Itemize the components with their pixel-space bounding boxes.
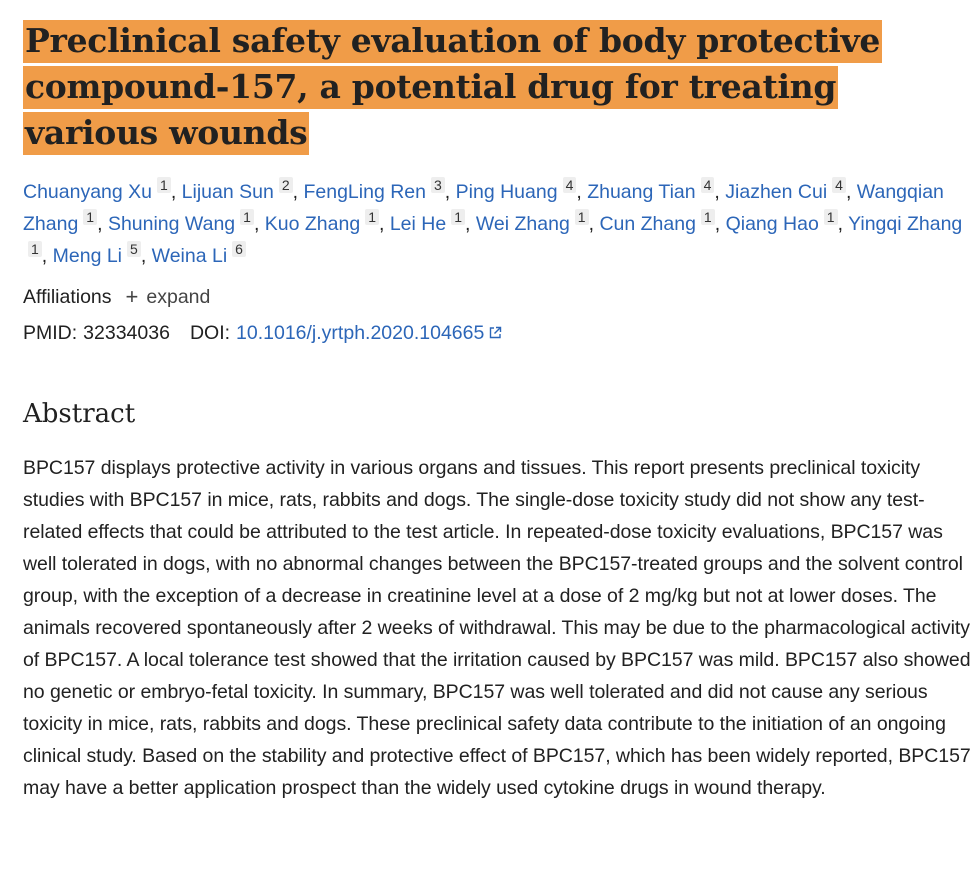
- abstract-heading: Abstract: [23, 399, 136, 429]
- author-link[interactable]: Weina Li: [151, 245, 228, 267]
- affiliation-number[interactable]: 4: [701, 177, 715, 193]
- affiliation-number[interactable]: 4: [563, 177, 577, 193]
- author-item: [181, 177, 293, 203]
- affiliation-number[interactable]: 1: [28, 241, 42, 257]
- doi-link[interactable]: [236, 320, 502, 346]
- author-link[interactable]: Cun Zhang: [599, 213, 696, 235]
- abstract-text: BPC157 displays protective activity in various organs and tissues. This report presents preclinical toxicity studies with BPC157 in mice, rats, rabbits and dogs. The single-dose toxicity study did not show any test-related effects that could be attributed to the test article. In repeated-dose toxicity evaluations, BPC157 was well tolerated in dogs, with no abnormal changes between the BPC157-treated groups and the solvent control group, with the exception of a decrease in creatinine level at a dose of 2 mg/kg but not at lower doses. The animals recovered spontaneously after 2 weeks of withdrawal. This may be due to the pharmacological activity of BPC157. A local tolerance test showed that the irritation caused by BPC157 was mild. BPC157 also showed no genetic or embryo-fetal toxicity. In summary, BPC157 was well tolerated and did not cause any serious toxicity in mice, rats, rabbits and dogs. These preclinical safety data contribute to the initiation of an ongoing clinical study. Based on the stability and protective effect of BPC157, which has been widely reported, BPC157 may have a better application prospect than the widely used cytokine drugs in wound therapy.: [23, 456, 971, 799]
- author-list: Chuanyang Xu 1 , Lijuan Sun 2 , FengLing Ren 3 , Ping Huang 4 , Zhuang Tian 4 , Jiazhen Cui 4 , Wangqian Zhang 1 , Shuning Wang 1 , Kuo Zhang 1 , Lei He 1 , Wei Zhang 1 , Cun Zhang 1 , Qiang Hao 1 , Yingqi Zhang1 , Meng Li 5 , Weina Li 6: [23, 177, 963, 267]
- plus-icon[interactable]: +: [125, 284, 139, 309]
- author-link[interactable]: Ping Huang: [455, 181, 558, 203]
- author-item: [455, 177, 577, 203]
- affiliation-number[interactable]: 1: [83, 209, 97, 225]
- affiliation-number[interactable]: 1: [365, 209, 379, 225]
- expand-affiliations-button[interactable]: expand: [146, 286, 211, 308]
- affiliation-number[interactable]: 1: [157, 177, 171, 193]
- author-link[interactable]: Wei Zhang: [475, 213, 570, 235]
- author-item: [599, 209, 714, 235]
- author-link[interactable]: Meng Li: [52, 245, 123, 267]
- author-item: [52, 241, 141, 267]
- doi-link-text[interactable]: 10.1016/j.yrtph.2020.104665: [236, 322, 485, 344]
- author-link[interactable]: Qiang Hao: [725, 213, 819, 235]
- author-item: [264, 209, 379, 235]
- affiliation-number[interactable]: 4: [832, 177, 846, 193]
- external-link-icon[interactable]: [488, 326, 502, 340]
- author-link[interactable]: Wangqian Zhang: [23, 181, 944, 235]
- affiliation-number[interactable]: 1: [451, 209, 465, 225]
- author-link[interactable]: Jiazhen Cui: [725, 181, 828, 203]
- identifiers-row: [23, 320, 973, 346]
- article-title-text: Preclinical safety evaluation of body protective compound-157, a potential drug for treating various wounds: [23, 20, 882, 155]
- affiliation-number[interactable]: 1: [701, 209, 715, 225]
- author-item: [725, 177, 846, 203]
- affiliation-number[interactable]: 1: [575, 209, 589, 225]
- pmid-value: 32334036: [83, 322, 170, 344]
- article-title: [23, 18, 973, 156]
- author-item: [303, 177, 444, 203]
- author-link[interactable]: FengLing Ren: [303, 181, 426, 203]
- pmid-label: PMID:: [23, 322, 78, 344]
- author-item: [587, 177, 714, 203]
- doi-label: DOI:: [189, 322, 231, 344]
- author-item: [389, 209, 465, 235]
- affiliations-row: [23, 284, 973, 310]
- affiliation-number[interactable]: 5: [127, 241, 141, 257]
- author-item: [475, 209, 589, 235]
- affiliation-number[interactable]: 1: [824, 209, 838, 225]
- affiliation-number[interactable]: 3: [431, 177, 445, 193]
- author-link[interactable]: Lijuan Sun: [181, 181, 274, 203]
- article-page: [23, 0, 973, 804]
- author-link[interactable]: Chuanyang Xu: [23, 181, 153, 203]
- author-link[interactable]: Zhuang Tian: [587, 181, 696, 203]
- author-item: [107, 209, 254, 235]
- affiliation-number[interactable]: 6: [232, 241, 246, 257]
- author-link[interactable]: Yingqi Zhang: [848, 213, 963, 235]
- affiliation-number[interactable]: 1: [240, 209, 254, 225]
- author-item: [725, 209, 838, 235]
- author-item: [23, 177, 171, 203]
- author-link[interactable]: Lei He: [389, 213, 447, 235]
- author-item: [151, 241, 246, 267]
- author-link[interactable]: Kuo Zhang: [264, 213, 361, 235]
- author-link[interactable]: Shuning Wang: [107, 213, 236, 235]
- affiliation-number[interactable]: 2: [279, 177, 293, 193]
- affiliations-label: Affiliations: [23, 286, 112, 308]
